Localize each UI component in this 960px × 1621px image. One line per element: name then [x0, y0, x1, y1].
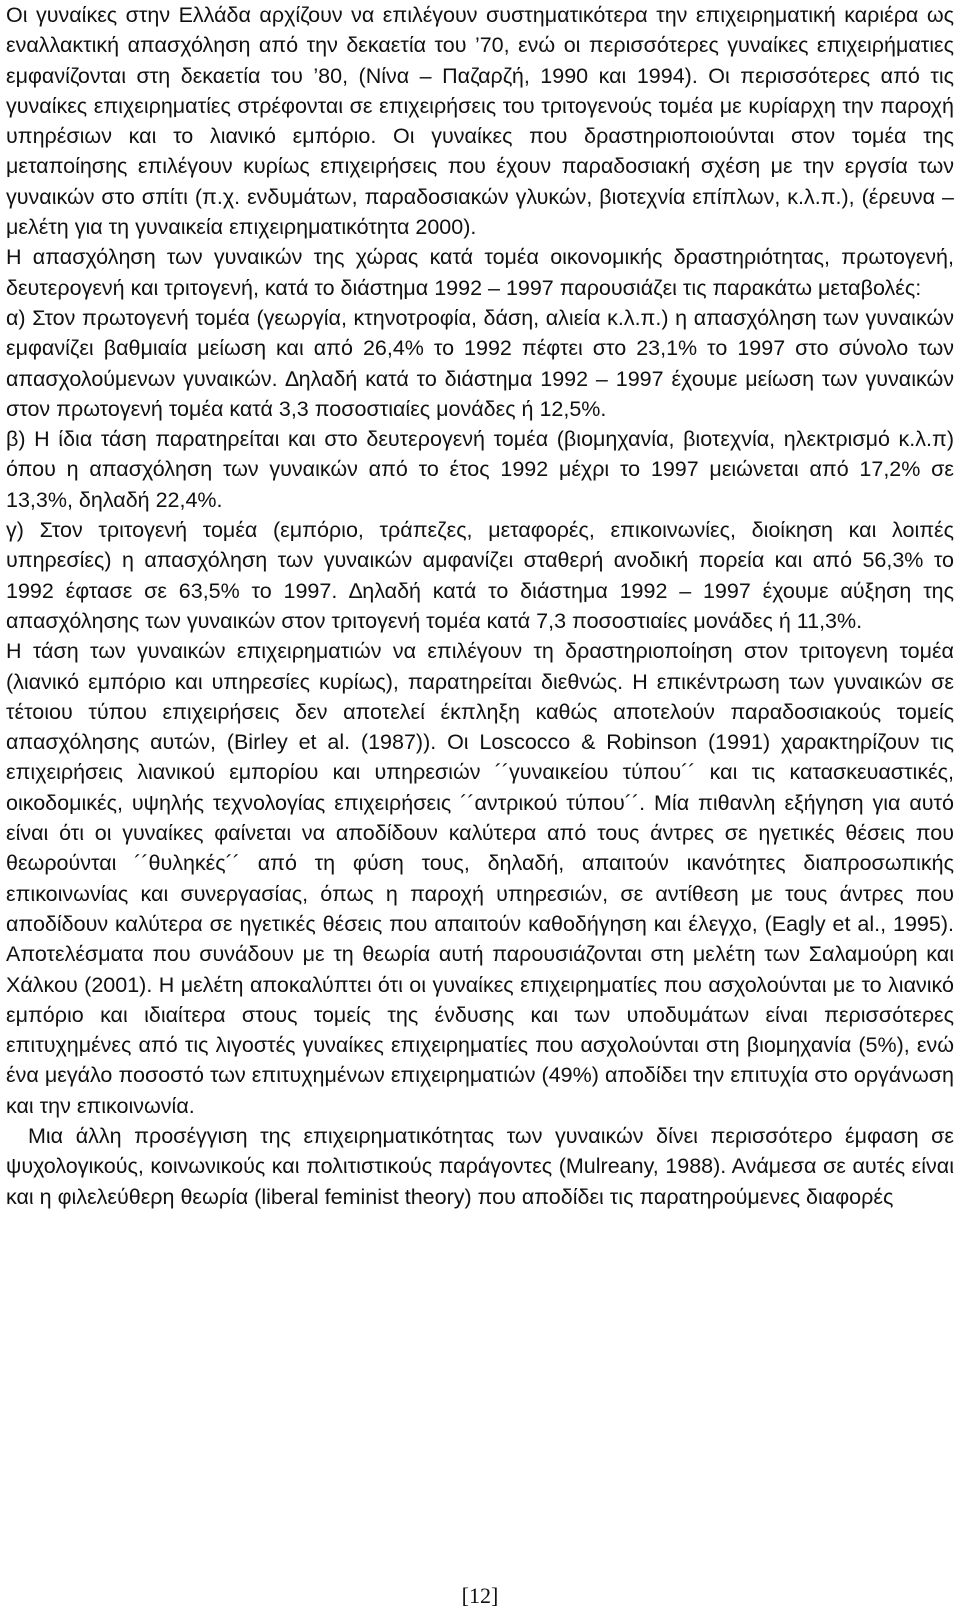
- paragraph-employment-by-sector: Η απασχόληση των γυναικών της χώρας κατά τομέα οικονομικής δραστηριότητας, πρωτογενή, δευτερογενή και τριτογενή, κατά το διάστημα 1992 – 1997 παρουσιάζει τις παρακάτω μεταβολές:: [6, 245, 954, 300]
- paragraph-secondary-sector: β) Η ίδια τάση παρατηρείται και στο δευτερογενή τομέα (βιομηχανία, βιοτεχνία, ηλεκτρισμό κ.λ.π) όπου η απασχόληση των γυναικών από το έτος 1992 μέχρι το 1997 μειώνεται από 17,2% σε 13,3%, δηλαδή 22,4%.: [6, 427, 954, 512]
- paragraph-tertiary-sector: γ) Στον τριτογενή τομέα (εμπόριο, τράπεζες, μεταφορές, επικοινωνίες, διοίκηση και λοιπές υπηρεσίες) η απασχόληση των γυναικών αμφανίζει σταθερή ανοδική πορεία και από 56,3% το 1992 έφτασε σε 63,5% το 1997. ∆ηλαδή κατά το διάστημα 1992 – 1997 έχουμε αύξηση της απασχόλησης των γυναικών στον τριτογενή τομέα κατά 7,3 ποσοστιαίες μονάδες ή 11,3%.: [6, 518, 954, 633]
- document-body: [6, 0, 954, 1212]
- paragraph-greek-women-entrepreneurship: Οι γυναίκες στην Ελλάδα αρχίζουν να επιλέγουν συστηματικότερα την επιχειρηματική καριέρα ως εναλλακτική απασχόληση από την δεκαετία του ’70, ενώ οι περισσότερες γυναίκες επιχειρήματιες εμφανίζονται στη δεκαετία του ’80, (Νίνα – Παζαρζή, 1990 και 1994). Οι περισσότερες από τις γυναίκες επιχειρηματίες στρέφονται σε επιχειρήσεις του τριτογενούς τομέα με κυρίαρχη την παροχή υπηρέσιων και το λιανικό εμπόριο. Οι γυναίκες που δραστηριοποιούνται στον τομέα της μεταποίησης επιλέγουν κυρίως επιχειρήσεις που έχουν παραδοσιακή σχέση με την εργσία των γυναικών στο σπίτι (π.χ. ενδυμάτων, παραδοσιακών γλυκών, βιοτεχνία επίπλων, κ.λ.π.), (έρευνα – μελέτη για τη γυναικεία επιχειρηματικότητα 2000).: [6, 3, 954, 240]
- paragraph-alternative-approach: Μια άλλη προσέγγιση της επιχειρηματικότητας των γυναικών δίνει περισσότερο έμφαση σε ψυχολογικούς, κοινωνικούς και πολιτιστικούς παράγοντες (Mulreany, 1988). Ανάμεσα σε αυτές είναι και η φιλελεύθερη θεωρία (liberal feminist theory) που αποδίδει τις παρατηρούμενες διαφορές: [6, 1123, 954, 1209]
- page-number: [12]: [461, 1583, 499, 1608]
- paragraph-international-trend: Η τάση των γυναικών επιχειρηματιών να επιλέγουν τη δραστηριοποίηση στον τριτογενη τομέα (λιανικό εμπόριο και υπηρεσίες κυρίως), παρατηρείται διεθνώς. Η επικέντρωση των γυναικών σε τέτοιου τύπου επιχειρήσεις δεν αποτελεί έκπληξη καθώς αποτελούν παραδοσιακούς τομείς απασχόλησης αυτών, (Birley et al. (1987)). Οι Loscocco & Robinson (1991) χαρακτηρίζουν τις επιχειρήσεις λιανικού εμπορίου και υπηρεσιών ´´γυναικείου τύπου´´ και τις κατασκευαστικές, οικοδομικές, υψηλής τεχνολογίας επιχειρήσεις ´´αντρικού τύπου´´. Μία πιθανλη εξήγηση για αυτό είναι ότι οι γυναίκες φαίνεται να αποδίδουν καλύτερα από τους άντρες σε ηγετικές θέσεις που θεωρούνται ´´θυληκές´´ από τη φύση τους, δηλαδή, απαιτούν ικανότητες διαπροσωπικής επικοινωνίας και συνεργασίας, όπως η παροχή υπηρεσιών, σε αντίθεση με τους άντρες που αποδίδουν καλύτερα σε ηγετικές θέσεις που απαιτούν καθοδήγηση και έλεγχο, (Eagly et al., 1995). Αποτελέσματα που συνάδουν με τη θεωρία αυτή παρουσιάζονται στη μελέτη των Σαλαμούρη και Χάλκου (2001). Η μελέτη αποκαλύπτει ότι οι γυναίκες επιχειρηματίες που ασχολούνται με το λιανικό εμπόριο και ιδιαίτερα στους τομείς της ένδυσης και των υποδυμάτων είναι περισσότερες επιτυχημένες από τις λιγοστές γυναίκες επιχειρηματίες που ασχολούνται στη βιομηχανία (5%), ενώ ένα μεγάλο ποσοστό των επιτυχημένων επιχειρηματιών (49%) αποδίδει την επιτυχία στο οργάνωση και την επικοινωνία.: [6, 639, 954, 1118]
- paragraph-primary-sector: α) Στον πρωτογενή τομέα (γεωργία, κτηνοτροφία, δάση, αλιεία κ.λ.π.) η απασχόληση των γυναικών εμφανίζει βαθμιαία μείωση και από 26,4% το 1992 πέφτει στο 23,1% το 1997 στο σύνολο των απασχολούμενων γυναικών. ∆ηλαδή κατά το διάστημα 1992 – 1997 έχουμε μείωση των γυναικών στον πρωτογενή τομέα κατά 3,3 ποσοστιαίες μονάδες ή 12,5%.: [6, 305, 954, 421]
